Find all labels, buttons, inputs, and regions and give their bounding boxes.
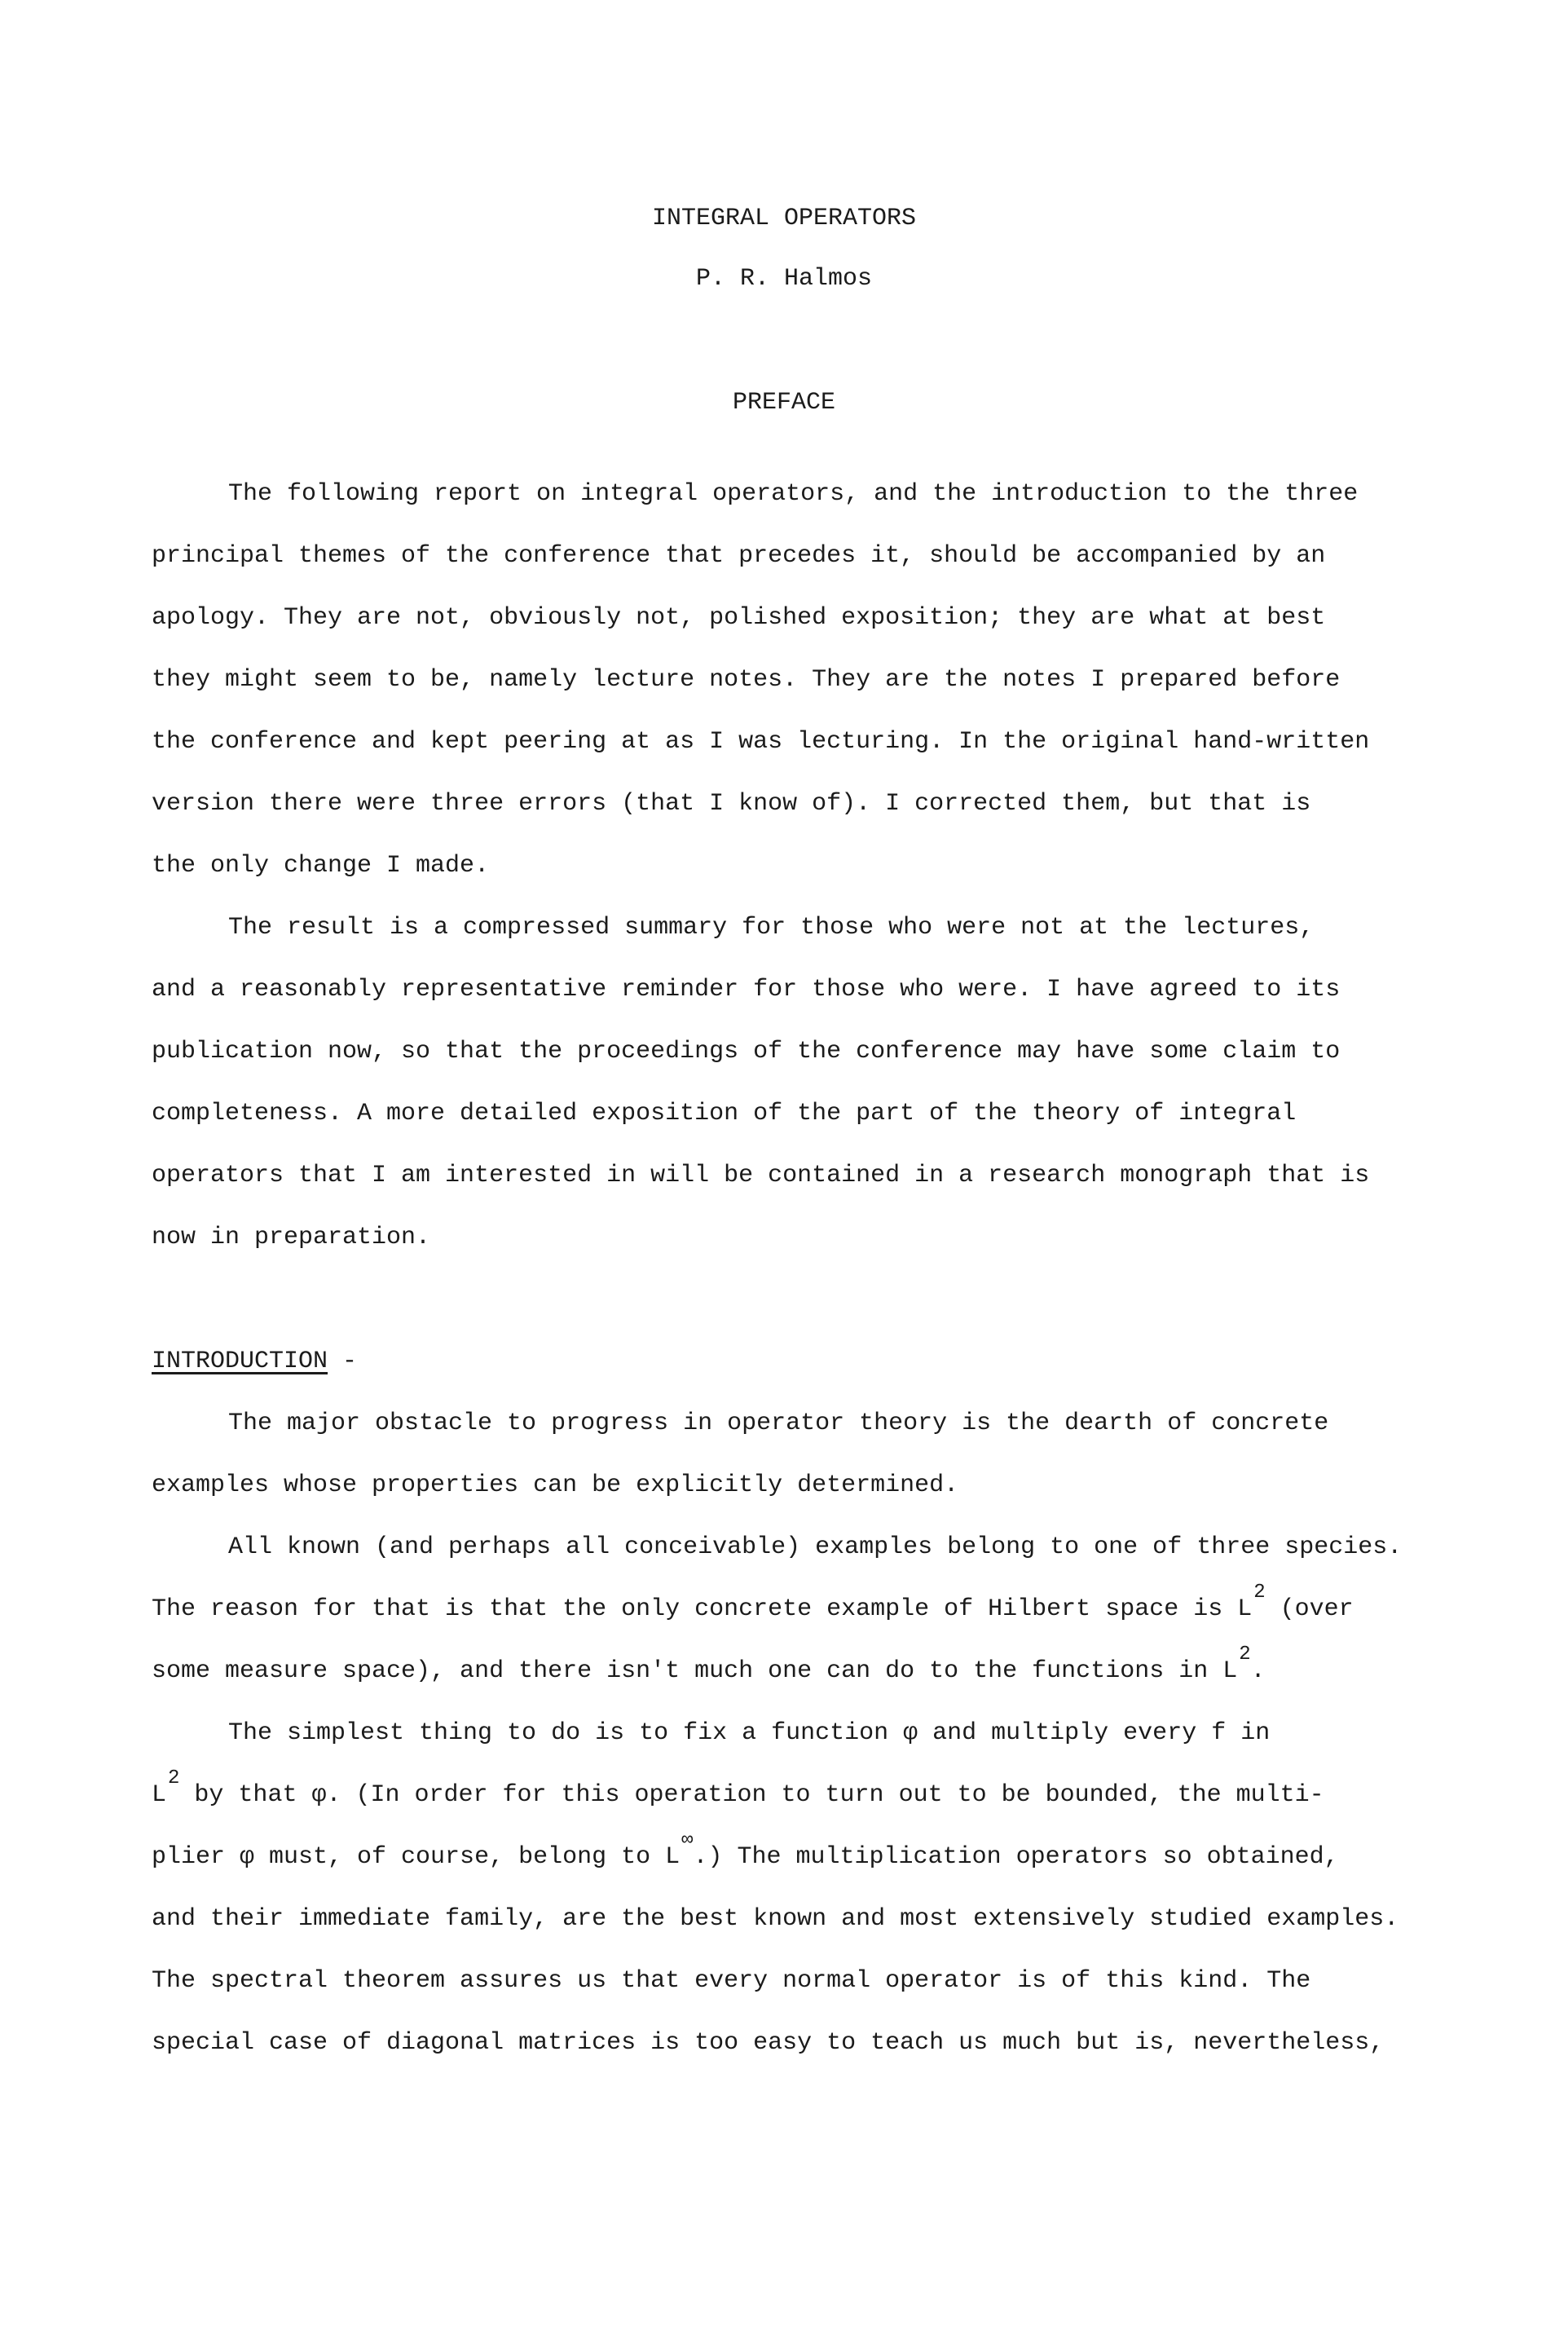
text-line: the only change I made.: [152, 852, 490, 880]
superscript: ∞: [681, 1829, 694, 1851]
text-line: All known (and perhaps all conceivable) examples belong to one of three species.: [228, 1533, 1403, 1561]
superscript: 2: [1253, 1582, 1266, 1604]
text-line: completeness. A more detailed exposition of the part of the theory of integral: [152, 1100, 1297, 1127]
text-segment: .: [1250, 1657, 1266, 1685]
text-segment: by that φ. (In order for this operation to turn out to be bounded, the multi-: [179, 1781, 1324, 1809]
superscript: 2: [1239, 1643, 1251, 1665]
text-segment: plier φ must, of course, belong to L: [152, 1843, 680, 1871]
text-line: the conference and kept peering at as I was lecturing. In the original hand-written: [152, 728, 1370, 756]
section-heading-preface: PREFACE: [732, 389, 836, 417]
text-line: version there were three errors (that I know of). I corrected them, but that is: [152, 790, 1311, 818]
text-line: publication now, so that the proceedings of the conference may have some claim to: [152, 1038, 1341, 1065]
text-line-with-superscript: [152, 1582, 1354, 1627]
text-segment: (over: [1265, 1595, 1354, 1623]
text-line: special case of diagonal matrices is too easy to teach us much but is, nevertheless,: [152, 2029, 1385, 2057]
text-line: apology. They are not, obviously not, polished exposition; they are what at best: [152, 604, 1326, 632]
text-line: The simplest thing to do is to fix a function φ and multiply every f in: [228, 1719, 1271, 1747]
author-name: P. R. Halmos: [695, 265, 873, 293]
document-title: INTEGRAL OPERATORS: [651, 205, 917, 232]
text-line-with-superscript: [152, 1643, 1266, 1689]
text-line: The result is a compressed summary for those who were not at the lectures,: [228, 914, 1315, 942]
text-segment: some measure space), and there isn't much one can do to the functions in L: [152, 1657, 1238, 1685]
text-line: The major obstacle to progress in operator theory is the dearth of concrete: [228, 1410, 1329, 1437]
text-line: principal themes of the conference that precedes it, should be accompanied by an: [152, 542, 1326, 570]
text-line-with-superscript: [152, 1767, 1324, 1813]
text-line: The following report on integral operators, and the introduction to the three: [228, 480, 1359, 508]
introduction-heading: [152, 1345, 357, 1378]
text-line: and their immediate family, are the best known and most extensively studied examples.: [152, 1905, 1399, 1933]
text-line: operators that I am interested in will be contained in a research monograph that is: [152, 1162, 1370, 1189]
text-segment: The reason for that is that the only concrete example of Hilbert space is L: [152, 1595, 1253, 1623]
text-line: examples whose properties can be explicitly determined.: [152, 1471, 959, 1499]
text-line: now in preparation.: [152, 1224, 431, 1251]
introduction-heading-dash: -: [328, 1348, 358, 1375]
text-line-with-superscript: [152, 1829, 1339, 1875]
text-line: and a reasonably representative reminder for those who were. I have agreed to its: [152, 976, 1341, 1004]
text-segment: .) The multiplication operators so obtained,: [693, 1843, 1339, 1871]
text-segment: L: [152, 1781, 167, 1809]
text-line: The spectral theorem assures us that every normal operator is of this kind. The: [152, 1967, 1311, 1995]
superscript: 2: [168, 1767, 180, 1789]
text-line: they might seem to be, namely lecture notes. They are the notes I prepared before: [152, 666, 1341, 694]
introduction-heading-text: INTRODUCTION: [152, 1348, 328, 1375]
